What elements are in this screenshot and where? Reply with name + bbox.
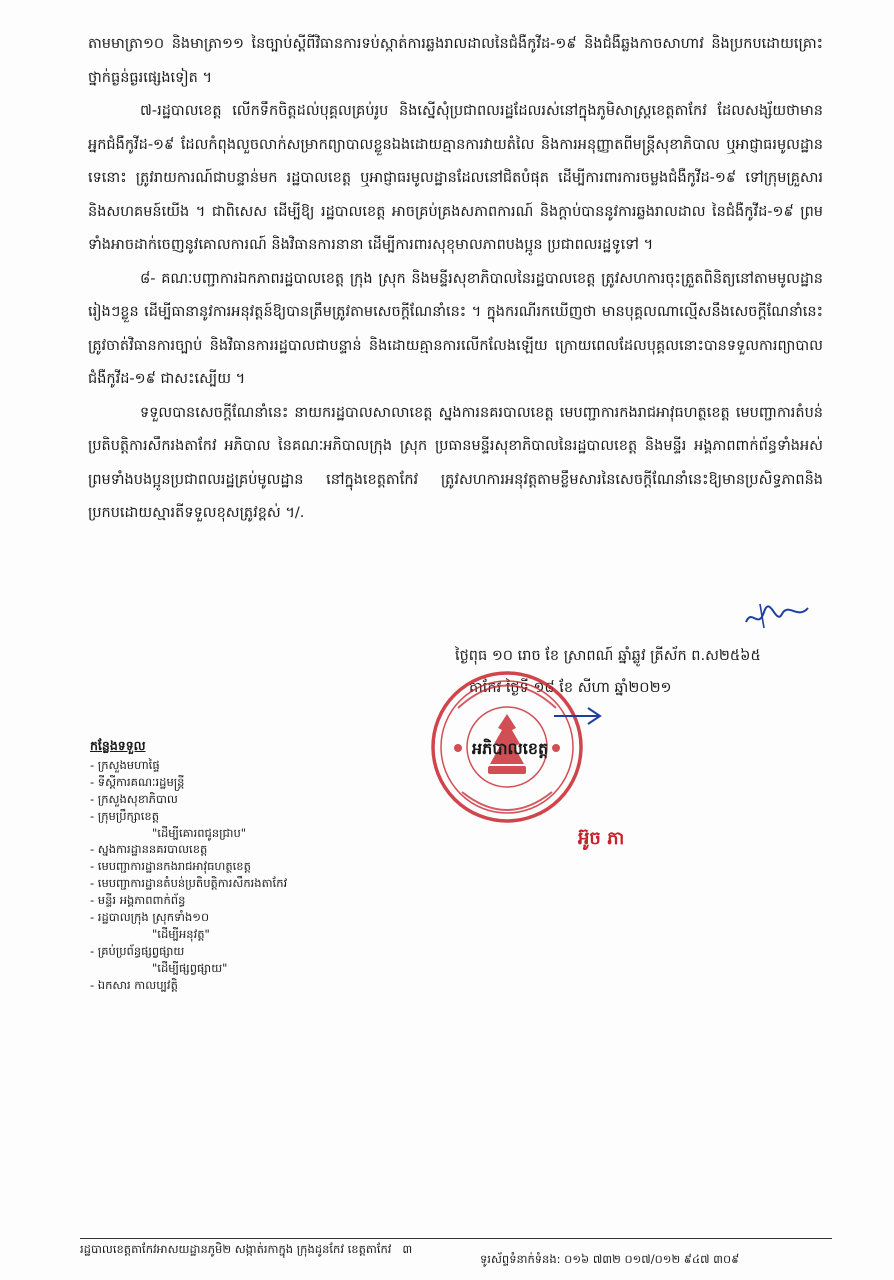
recipient-item: - មេបញ្ជាការដ្ឋានតំបន់ប្រតិបត្តិការសឹករងតាកែវ <box>90 876 288 891</box>
recipient-note: "ដើម្បីគោរពជូនជ្រាប" <box>152 825 247 840</box>
recipients-heading: កន្លែងទទួល <box>90 738 146 753</box>
paragraph-item-8: ៨- គណៈបញ្ជាការឯកភាពរដ្ឋបាលខេត្ត ក្រុង ស្រុក និងមន្ទីរសុខាភិបាលនៃរដ្ឋបាលខេត្ត ត្រូវសហការចុះត្រួតពិនិត្យនៅតាមមូលដ្ឋានរៀងៗខ្លួន ដើម្បីធានានូវការអនុវត្តន៍ឱ្យបានត្រឹមត្រូវតាមសេចក្តីណែនាំនេះ ។ ក្នុងករណីរកឃើញថា មានបុគ្គលណាល្មើសនឹងសេចក្តីណែនាំនេះ ត្រូវចាត់វិធានការច្បាប់ និងវិធានការរដ្ឋបាលជាបន្ទាន់ និងដោយគ្មានការលើកលែងឡើយ ក្រោយពេលដែលបុគ្គលនោះបានទទួលការព្យាបាលជំងឺកូវីដ-១៩ ជាសះស្បើយ ។ <box>88 270 823 387</box>
recipient-item: - ក្រសួងសុខាភិបាល <box>90 791 178 806</box>
paragraph-continuation: តាមមាត្រា១០ និងមាត្រា១១ នៃច្បាប់ស្តីពីវិធានការទប់ស្កាត់ការឆ្លងរាលដាលនៃជំងឺកូវីដ-១៩ និងជំងឺឆ្លងកាចសាហាវ និងប្រកបដោយគ្រោះថ្នាក់ធ្ងន់ធ្ងរផ្សេងទៀត ។ <box>88 36 823 86</box>
lunar-date: ថ្ងៃពុធ ១០ រោច ខែ ស្រាពណ៍ ឆ្នាំឆ្លូវ ត្រីស័ក ព.ស២៥៦៥ <box>455 648 761 664</box>
paragraph-distribution: ទទួលបានសេចក្តីណែនាំនេះ នាយករដ្ឋបាលសាលាខេត្ត ស្នងការនគរបាលខេត្ត មេបញ្ជាការកងរាជអាវុធហត្ថខេត្ត មេបញ្ជាការតំបន់ប្រតិបត្តិការសឹករងតាកែវ អភិបាល នៃគណៈអភិបាលក្រុង ស្រុក ប្រធានមន្ទីរសុខាភិបាលនៃរដ្ឋបាលខេត្ត និងមន្ទីរ អង្គភាពពាក់ព័ន្ធទាំងអស់ ព្រមទាំងបងប្អូនប្រជាពលរដ្ឋគ្រប់មូលដ្ឋាន នៅក្នុងខេត្តតាកែវ ត្រូវសហការអនុវត្តតាមខ្លឹមសារនៃសេចក្តីណែនាំនេះឱ្យមានប្រសិទ្ធភាពនិងប្រកបដោយស្មារតីទទួលខុសត្រូវខ្ពស់ ។/. <box>88 404 823 521</box>
recipient-note: "ដើម្បីផ្សព្វផ្សាយ" <box>152 960 228 975</box>
handwritten-initials <box>742 600 812 632</box>
recipient-item: - ក្រសួងមហាផ្ទៃ <box>90 757 160 772</box>
recipients-list <box>90 738 510 994</box>
recipient-item: - ឯកសារ កាលប្បវត្តិ <box>90 977 178 992</box>
footer-address <box>80 1242 412 1259</box>
recipient-item: - ក្រុមប្រឹក្សាខេត្ត <box>90 808 160 823</box>
recipient-item: - រដ្ឋបាលក្រុង ស្រុកទាំង១០ <box>90 910 210 925</box>
document-body <box>88 28 823 531</box>
recipient-item: - ស្នងការដ្ឋាននគរបាលខេត្ត <box>90 842 208 857</box>
signature-mark <box>548 698 618 732</box>
governor-name: អ៊ូច ភា <box>578 828 625 849</box>
recipient-item: - មន្ទីរ អង្គភាពពាក់ព័ន្ធ <box>90 893 186 908</box>
recipient-item: - គ្រប់ប្រព័ន្ធផ្សព្វផ្សាយ <box>90 943 185 958</box>
recipient-item: - ទីស្តីការគណៈរដ្ឋមន្ត្រី <box>90 774 185 789</box>
solar-date: តាកែវ ថ្ងៃទី ១៨ ខែ សីហា ឆ្នាំ២០២១ <box>469 680 672 696</box>
recipient-item: - មេបញ្ជាការដ្ឋានកងរាជអាវុធហត្ថខេត្ត <box>90 859 251 874</box>
footer-address-text: រដ្ឋបាលខេត្តតាកែវអាសយដ្ឋានភូមិ២ សង្កាត់រកាក្នុង ក្រុងដូនកែវ ខេត្តតាកែវ <box>80 1242 392 1256</box>
governor-title: អភិបាលខេត្ត <box>472 739 549 758</box>
paragraph-item-7: ៧-រដ្ឋបាលខេត្ត លើកទឹកចិត្តដល់បុគ្គលគ្រប់រូប និងស្នើសុំប្រជាពលរដ្ឋដែលរស់នៅក្នុងភូមិសាស្រ្តខេត្តតាកែវ ដែលសង្ស័យថាមានអ្នកជំងឺកូវីដ-១៩ ដែលកំពុងលួចលាក់សម្រាកព្យាបាលខ្លួនឯងដោយគ្មានការវាយតំលៃ និងការអនុញ្ញាតពីមន្រ្តីសុខាភិបាល ឬអាជ្ញាធរមូលដ្ឋានទេនោះ ត្រូវរាយការណ៍ជាបន្ទាន់មក រដ្ឋបាលខេត្ត ឬអាជ្ញាធរមូលដ្ឋានដែលនៅជិតបំផុត ដើម្បីការពារការចម្លងជំងឺកូវីដ-១៩ ទៅក្រុមគ្រួសារ និងសហគមន៍យើង ។ ជាពិសេស ដើម្បីឱ្យ រដ្ឋបាលខេត្ត អាចគ្រប់គ្រងសភាពការណ៍ និងក្តាប់បាននូវការឆ្លងរាលដាល នៃជំងឺកូវីដ-១៩ ព្រមទាំងអាចដាក់ចេញនូវគោលការណ៍ និងវិធានការនានា ដើម្បីការពារសុខុមាលភាពបងប្អូន ប្រជាពលរដ្ឋទូទៅ ។ <box>88 103 823 253</box>
footer-divider <box>80 1238 832 1239</box>
page-number: ៣ <box>402 1242 413 1256</box>
recipient-note: "ដើម្បីអនុវត្ត" <box>152 926 210 941</box>
footer-phone: ទូរស័ព្ទទំនាក់ទំនង: ០១៦ ៧៣២ ០១៧/០១២ ៩៤៧ ៣០៩ <box>480 1252 740 1266</box>
